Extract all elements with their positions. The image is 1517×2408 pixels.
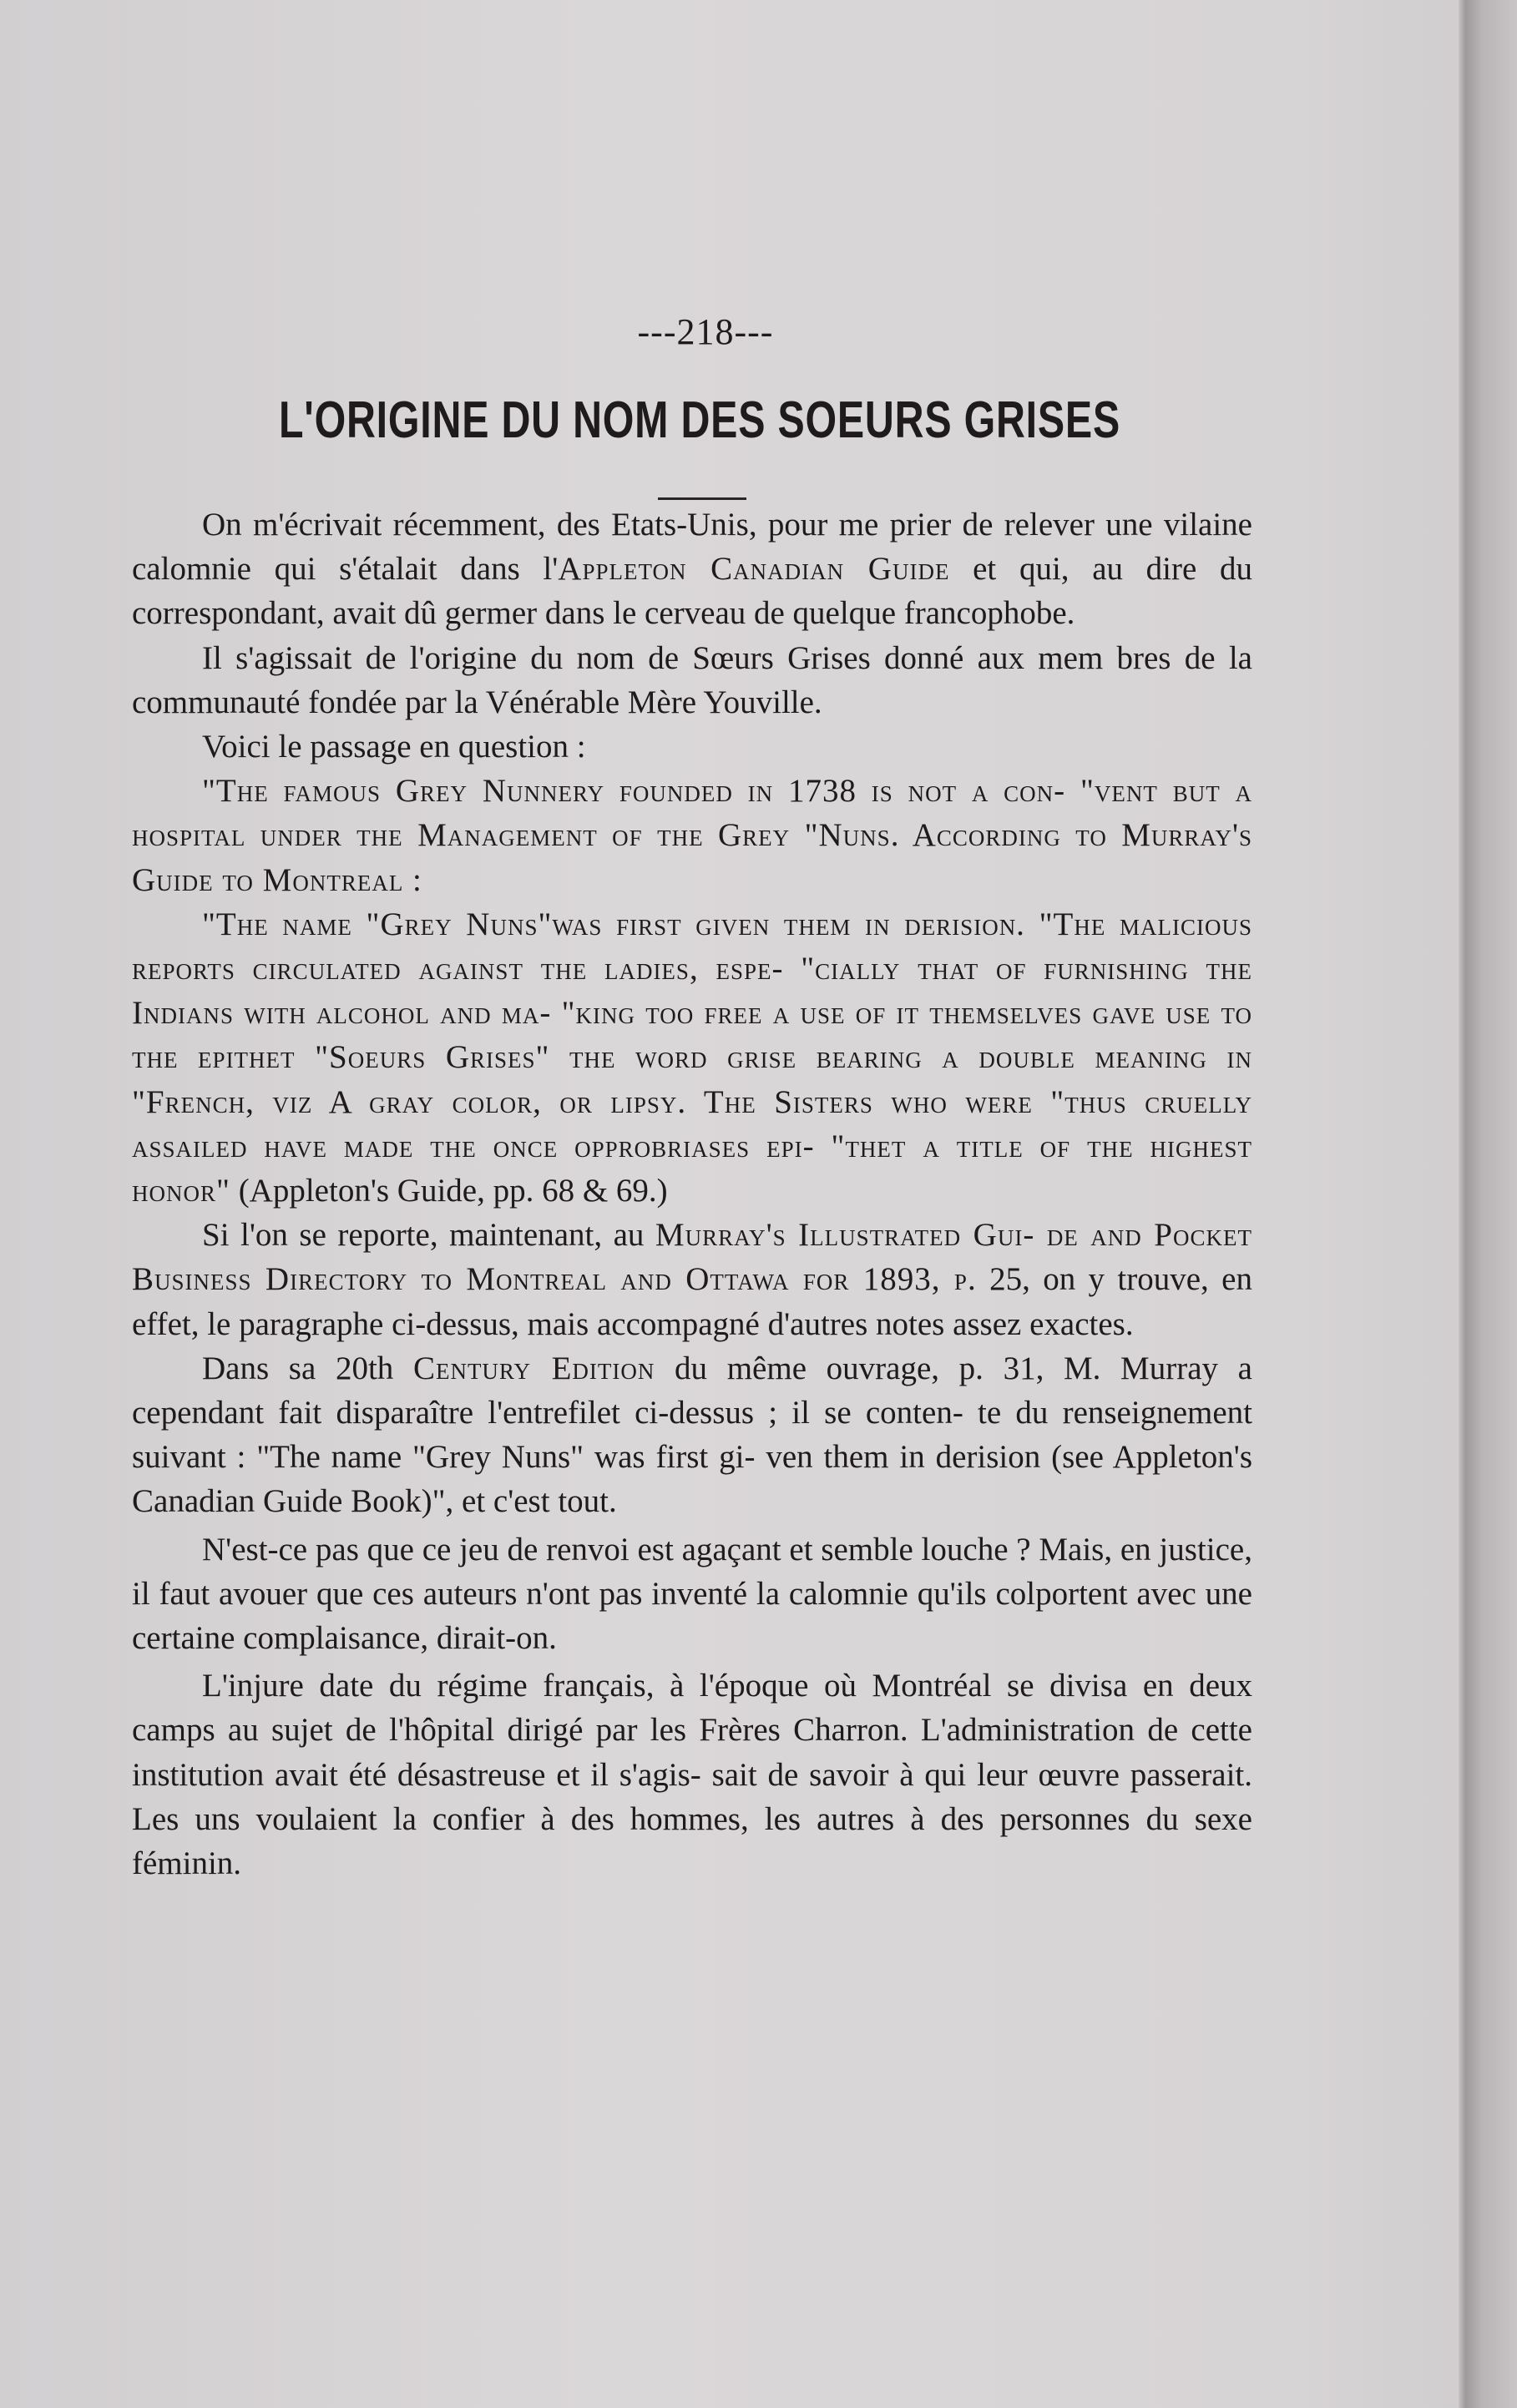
paragraph-4-text-b: 25, on y trouve, en effet, le paragraphe ci-dessus, mais accompagné d'autres notes assez exactes. (132, 1261, 1252, 1342)
quotation-1: "The famous Grey Nunnery founded in 1738 is not a con- "vent but a hospital under the Management of the Grey "Nuns. According to Murray's Guide to Montreal : (132, 773, 1252, 898)
paragraph-1-text-a: On m'écrivait récemment, des Etats-Unis, pour me prier de relever une vilaine calomnie qui s'étalait dans l' (132, 507, 1252, 588)
paragraph-5-text-b: du même ouvrage, p. 31, M. Murray a cependant fait disparaître l'entrefilet ci-dessus ; il se conten- te du renseignement suivant : "The name "Grey Nuns" was first gi- ven them in derision (see Appleton's Canadian Guide Book)", et c'est tout. (132, 1350, 1252, 1520)
paragraph-2: Il s'agissait de l'origine du nom de Sœurs Grises donné aux mem bres de la communauté fondée par la Vénérable Mère Youville. (132, 639, 1252, 720)
paragraph-1 (132, 502, 1252, 636)
chapter-title: L'ORIGINE DU NOM DES SOEURS GRISES (278, 391, 1121, 449)
quotation-2 (132, 902, 1252, 1213)
paragraph-3: Voici le passage en question : (202, 729, 586, 765)
paragraph-7: L'injure date du régime français, à l'époque où Montréal se divisa en deux camps au sujet de l'hôpital dirigé par les Frères Charron. L'administration de cette institution avait été désastreuse et il s'agis- sait de savoir à qui leur œuvre passerait. Les uns voulaient la confier à des hommes, les autres à des personnes du sexe féminin. (132, 1668, 1252, 1882)
paragraph-1-title: Appleton Canadian Guide (558, 551, 950, 588)
book-spine-edge (1459, 0, 1517, 2408)
quotation-2-text: "The name "Grey Nuns"was first given them in derision. "The malicious reports circulated against the ladies, espe- "cially that of furnishing the Indians with alcohol and ma- "king too free a use of it themselves gave use to the epithet "Soeurs Grises" the word grise bearing a double meaning in "French, viz A gray color, or lipsy. The Sisters who were "thus cruelly assailed have made the once opprobriases epi- "thet a title of the highest honor" (132, 906, 1252, 1209)
page-number: ---218--- (637, 311, 774, 352)
quotation-2-citation: (Appleton's Guide, pp. 68 & 69.) (230, 1173, 668, 1209)
paragraph-5-edition: Century Edition (412, 1350, 655, 1386)
paragraph-1-text-b: et qui, au dire du correspondant, avait dû germer dans le cerveau de quelque francophobe. (132, 551, 1252, 632)
body-text (132, 482, 1252, 1886)
paragraph-4-text-a: Si l'on se reporte, maintenant, au (202, 1217, 655, 1254)
paragraph-5 (132, 1346, 1252, 1524)
paragraph-4 (132, 1213, 1252, 1346)
paragraph-6: N'est-ce pas que ce jeu de renvoi est agaçant et semble louche ? Mais, en justice, il faut avouer que ces auteurs n'ont pas inventé la calomnie qu'ils colportent avec une certaine complaisance, dirait-on. (132, 1531, 1252, 1657)
paragraph-5-text-a: Dans sa 20th (202, 1350, 413, 1386)
paragraph-4-title: Murray's Illustrated Gui- de and Pocket Business Directory to Montreal and Ottawa for 1893, p. (132, 1217, 1252, 1298)
